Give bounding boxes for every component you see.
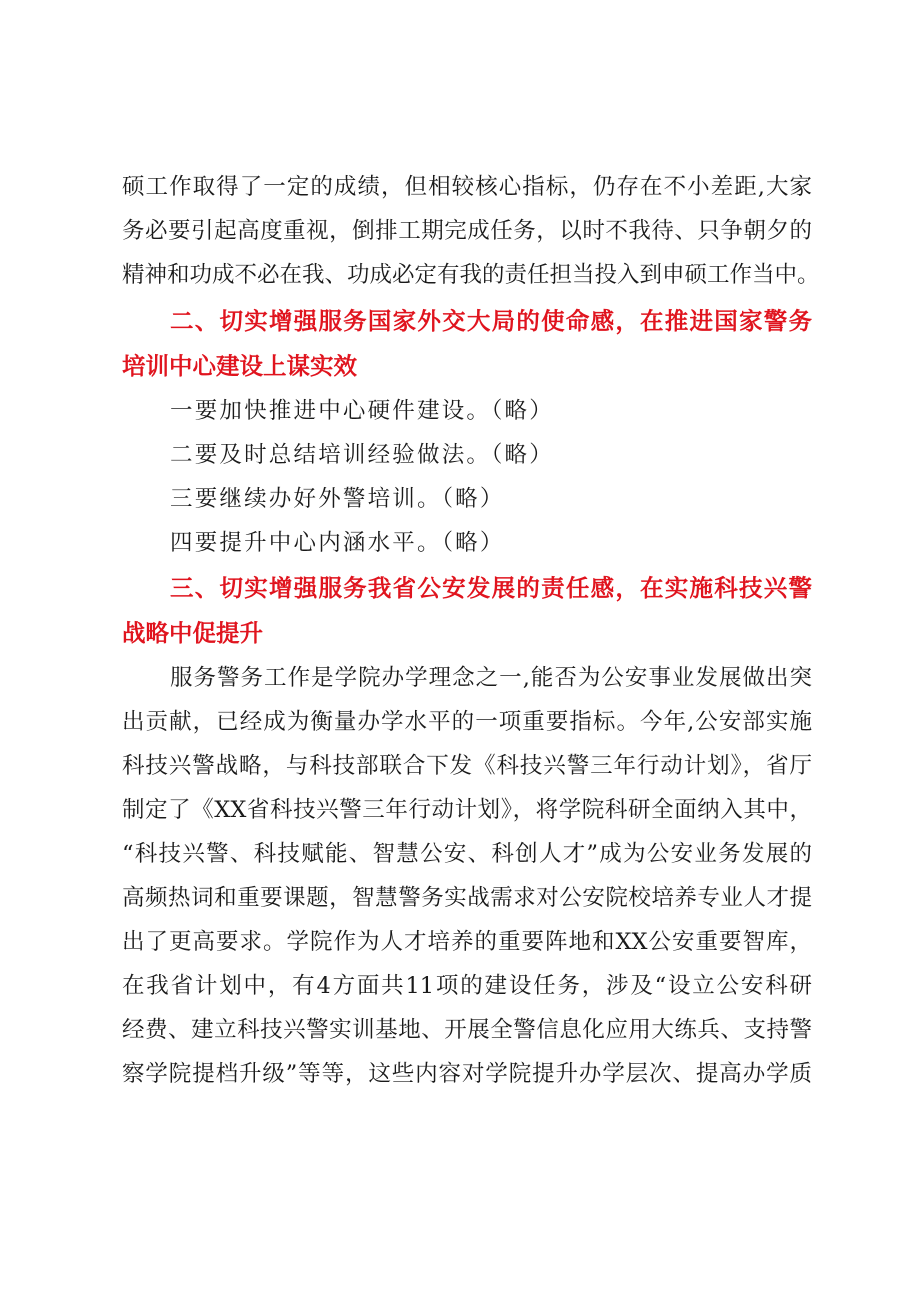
section2-item-1: 一要加快推进中心硬件建设。（略） <box>170 398 554 424</box>
section2-item-2: 二要及时总结培训经验做法。（略） <box>170 442 554 468</box>
intro-line-2: 务必要引起高度重视，倒排工期完成任务，以时不我待、只争朝夕的 <box>122 218 812 244</box>
intro-line-1: 硕工作取得了一定的成绩，但相较核心指标，仍存在不小差距,大家 <box>122 174 812 200</box>
section2-heading-line-2: 培训中心建设上谋实效 <box>122 352 357 380</box>
section3-body-line-7: 出了更高要求。学院作为人才培养的重要阵地和XX公安重要智库， <box>122 929 812 955</box>
section3-heading-line-2: 战略中促提升 <box>122 619 263 647</box>
section3-body-line-10: 察学院提档升级”等等，这些内容对学院提升办学层次、提高办学质 <box>122 1061 812 1087</box>
section3-body-line-9: 经费、建立科技兴警实训基地、开展全警信息化应用大练兵、支持警 <box>122 1017 812 1043</box>
section2-heading-line-1: 二、切实增强服务国家外交大局的使命感，在推进国家警务 <box>170 307 812 335</box>
section3-body-line-2: 出贡献，已经成为衡量办学水平的一项重要指标。今年,公安部实施 <box>122 709 812 735</box>
section2-item-4: 四要提升中心内涵水平。（略） <box>170 530 505 556</box>
section3-body-line-4: 制定了《XX省科技兴警三年行动计划》，将学院科研全面纳入其中， <box>122 797 812 823</box>
section3-body-line-5: “科技兴警、科技赋能、智慧公安、科创人才”成为公安业务发展的 <box>122 841 812 867</box>
section3-body-line-3: 科技兴警战略，与科技部联合下发《科技兴警三年行动计划》，省厅 <box>122 753 812 779</box>
section3-body-line-6: 高频热词和重要课题，智慧警务实战需求对公安院校培养专业人才提 <box>122 885 812 911</box>
section3-body-line-1: 服务警务工作是学院办学理念之一,能否为公安事业发展做出突 <box>170 665 812 691</box>
section3-body-line-8: 在我省计划中，有4方面共11项的建设任务，涉及“设立公安科研 <box>122 973 812 999</box>
section3-heading-line-1: 三、切实增强服务我省公安发展的责任感，在实施科技兴警 <box>170 574 812 602</box>
section2-item-3: 三要继续办好外警培训。（略） <box>170 486 505 512</box>
intro-line-3: 精神和功成不必在我、功成必定有我的责任担当投入到申硕工作当中。 <box>122 262 820 288</box>
